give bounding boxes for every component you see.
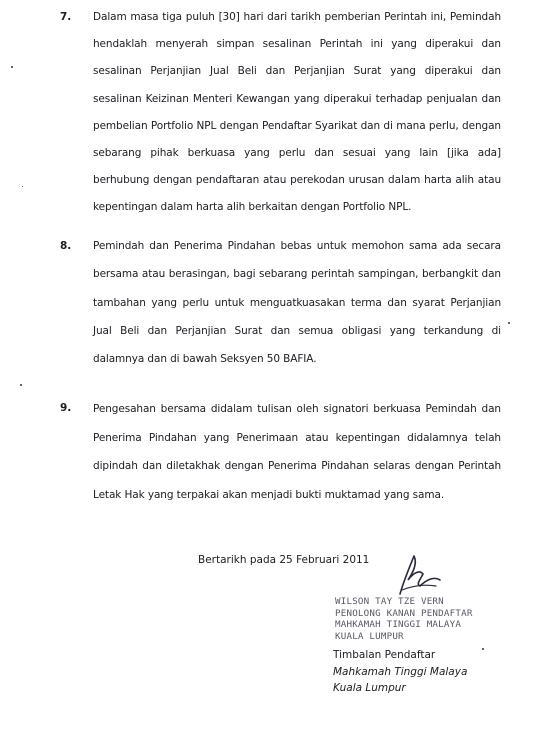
clause-8-text: Pemindah dan Penerima Pindahan bebas untuk memohon sama ada secara bersama atau berasingan, bagi sebarang perintah sampingan, berbangkit dan tambahan yang perlu untuk menguatkuasakan terma dan syarat Perjanjian Jual Beli dan Perjanjian Surat dan semua obligasi yang terkandung di dalamnya dan di bawah Seksyen 50 BAFIA.: [93, 240, 501, 366]
stamp-city: KUALA LUMPUR: [335, 630, 404, 642]
clause-9-number: 9.: [60, 402, 72, 414]
stamp-title: PENOLONG KANAN PENDAFTAR: [335, 607, 473, 619]
scan-speck: [20, 384, 22, 386]
office-title: Timbalan Pendaftar: [333, 649, 436, 661]
stamp-court: MAHKAMAH TINGGI MALAYA: [335, 619, 462, 631]
office-city: Kuala Lumpur: [333, 682, 406, 694]
scan-speck: [508, 322, 510, 324]
clause-8-number: 8.: [60, 240, 72, 252]
scan-speck: [11, 66, 13, 68]
stamp-name: WILSON TAY TZE VERN: [335, 596, 444, 607]
official-stamp: [335, 596, 473, 642]
signature-mark: [390, 550, 450, 602]
clause-9-text: Pengesahan bersama didalam tulisan oleh signatori berkuasa Pemindah dan Penerima Pindahan yang Penerimaan atau kepentingan didalamnya telah dipindah dan diletakhak dengan Penerima Pindahan selaras dengan Perintah Letak Hak yang terpakai akan menjadi bukti muktamad yang sama.: [93, 403, 501, 502]
scan-speck: [482, 648, 484, 650]
clause-7-number: 7.: [60, 11, 72, 23]
office-court: Mahkamah Tinggi Malaya: [333, 665, 468, 678]
date-line: Bertarikh pada 25 Februari 2011: [198, 554, 370, 566]
scan-speck: [22, 186, 23, 187]
office-block: [333, 647, 467, 697]
clause-7-text: Dalam masa tiga puluh [30] hari dari tarikh pemberian Perintah ini, Pemindah hendaklah menyerah simpan sesalinan Perintah ini yang diperakui dan sesalinan Perjanjian Jual Beli dan Perjanjian Surat yang diperakui dan sesalinan Keizinan Menteri Kewangan yang diperakui terhadap penjualan dan pembelian Portfolio NPL dengan Pendaftar Syarikat dan di mana perlu, dengan sebarang pihak berkuasa yang perlu dan sesuai yang lain [jika ada] berhubung dengan pendaftaran atau perekodan urusan dalam harta alih atau kepentingan dalam harta alih berkaitan dengan Portfolio NPL.: [93, 11, 501, 214]
